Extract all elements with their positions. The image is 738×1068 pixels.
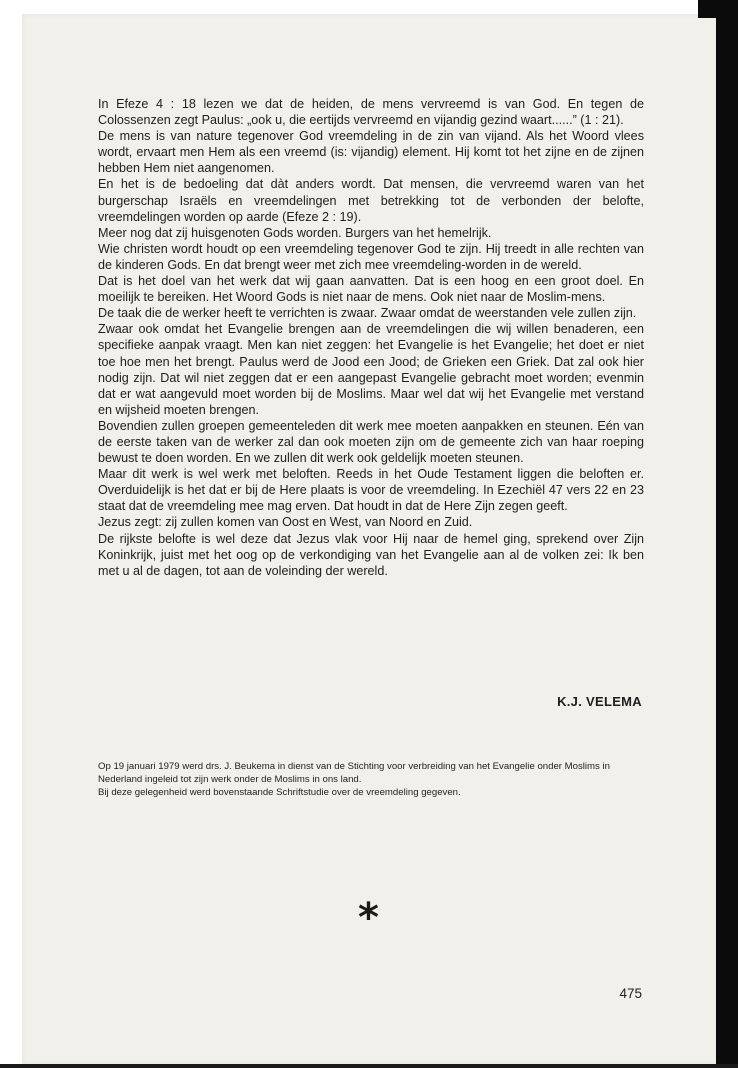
paragraph-gemeenteleden: Bovendien zullen groepen gemeenteleden dit werk mee moeten aanpakken en steunen. Eén van de eerste taken van de werker zal dan ook moeten zijn om de gemeente zich van haar roeping bewust te doen worden. En we zullen dit werk ook geldelijk moeten steunen.: [98, 418, 644, 466]
author-signature: K.J. VELEMA: [557, 694, 642, 709]
scan-edge-right: [716, 0, 738, 1068]
asterisk-ornament: *: [358, 895, 379, 941]
paragraph-rijkste-belofte: De rijkste belofte is wel deze dat Jezus vlak voor Hij naar de hemel ging, sprekend over Zijn Koninkrijk, juist met het oog op de verkondiging van het Evangelie aan al de volken zei: Ik ben met u al de dagen, tot aan de voleinding der wereld.: [98, 531, 644, 578]
paragraph-vijand: De mens is van nature tegenover God vreemdeling in de zin van vijand. Als het Woord vlees wordt, ervaart men Hem als een vreemd (is: vijandig) element. Hij komt tot het zijne en de zijnen hebben Hem niet aangenomen.: [98, 129, 644, 176]
paragraph-oost-en-west: Jezus zegt: zij zullen komen van Oost en West, van Noord en Zuid.: [98, 515, 473, 530]
paragraph-bedoeling: En het is de bedoeling dat dàt anders wordt. Dat mensen, die vervreemd waren van het burgerschap Israëls en vreemdelingen met betrekking tot de verbonden der belofte, vreemdelingen worden op aarde (Efeze 2 : 19).: [98, 177, 644, 224]
paragraph-efeze-4-18: In Efeze 4 : 18 lezen we dat de heiden, de mens vervreemd is van God. En tegen de Colossenzen zegt Paulus: „ook u, die eertijds vervreemd en vijandig gezind waart......” (1 : 21).: [98, 97, 644, 128]
paragraph-christen: Wie christen wordt houdt op een vreemdeling tegenover God te zijn. Hij treedt in alle rechten van de kinderen Gods. En dat brengt weer met zich mee vreemdeling-worden in de wereld.: [98, 241, 644, 272]
page-number: 475: [619, 986, 642, 1001]
scan-edge-bottom: [0, 1064, 738, 1068]
footnote-line-2: Bij deze gelegenheid werd bovenstaande Schriftstudie over de vreemdeling gegeven.: [98, 787, 461, 799]
paragraph-beloften: Maar dit werk is wel werk met beloften. Reeds in het Oude Testament liggen die beloften er. Overduidelijk is het dat er bij de Here plaats is voor de vreemdeling. In Ezechiël 47 vers 22 en 23 staat dat de vreemdeling mee mag erven. Dat houdt in dat de Here Zijn zegen geeft.: [98, 467, 644, 514]
paragraph-huisgenoten: Meer nog dat zij huisgenoten Gods worden. Burgers van het hemelrijk.: [98, 225, 492, 240]
paragraph-taak: De taak die de werker heeft te verrichten is zwaar. Zwaar omdat de weerstanden vele zullen zijn.: [98, 306, 637, 321]
scan-edge-top: [698, 0, 738, 18]
paragraph-specifieke-aanpak: Zwaar ook omdat het Evangelie brengen aan de vreemdelingen die wij willen benaderen, een specifieke aanpak vraagt. Men kan niet zeggen: het Evangelie is het Evangelie; het doet er niet toe hoe men het brengt. Paulus werd de Jood een Jood; de Grieken een Griek. Dat zal ook hier nodig zijn. Dat wil niet zeggen dat er een aangepast Evangelie gebracht moet worden; evenmin dat er wat aangevuld moet worden bij de Moslims. Maar wel dat wij het Evangelie met verstand en wijsheid moeten brengen.: [98, 322, 644, 417]
paragraph-doel: Dat is het doel van het werk dat wij gaan aanvatten. Dat is een hoog en een groot doel. En moeilijk te bereiken. Het Woord Gods is niet naar de mens. Ook niet naar de Moslim-mens.: [98, 274, 644, 305]
footnote: [98, 760, 644, 800]
article-body: [98, 96, 644, 579]
footnote-line-1: Op 19 januari 1979 werd drs. J. Beukema in dienst van de Stichting voor verbreiding van het Evangelie onder Moslims in Nederland ingeleid tot zijn werk onder de Moslims in ons land.: [98, 761, 610, 786]
